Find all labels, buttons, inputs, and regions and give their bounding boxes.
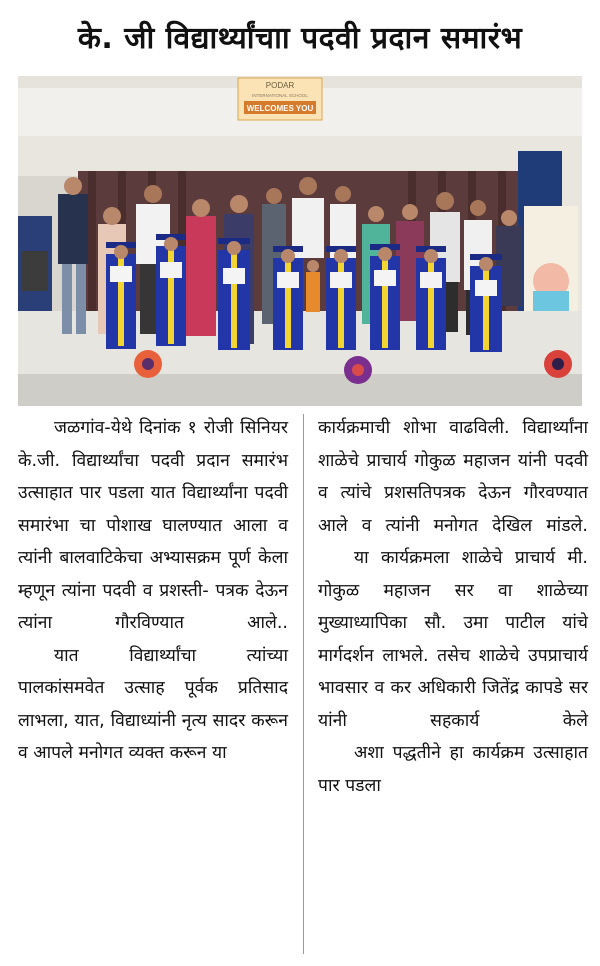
banner-welcome: WELCOMES YOU	[246, 104, 314, 113]
article-column-right	[318, 412, 588, 802]
article-column-left	[18, 412, 288, 770]
article-paragraph: कार्यक्रमाची शोभा वाढविली. विद्यार्थ्यांना शाळेचे प्राचार्य गोकुळ महाजन यांनी पदवी व त्यांचे प्रशसतिपत्रक देऊन गौरवण्यात आले व त्यांनी मनोगत देखिल मांडले.	[318, 418, 588, 536]
banner-brand: PODAR	[265, 81, 295, 90]
column-divider	[303, 414, 304, 954]
article-paragraph: या कार्यक्रमला शाळेचे प्राचार्य मी. गोकुळ महाजन सर वा शाळेच्या मुख्याध्यापिका सौ. उमा पाटील यांचे मार्गदर्शन लाभले. तसेच शाळेचे उपप्राचार्य भावसार व कर अधिकारी जितेंद्र कापडे सर यांनी सहकार्य केले	[318, 548, 588, 731]
event-photo	[18, 76, 582, 406]
headline: के. जी विद्यार्थ्यांचाा पदवी प्रदान समारंभ	[77, 20, 523, 56]
article-paragraph: जळगांव-येथे दिनांक १ रोजी सिनियर के.जी. विद्यार्थ्यांचा पदवी प्रदान समारंभ उत्साहात पार पडला यात विद्यार्थ्यांना पदवी समारंभा चा पोशाख घालण्यात आला व त्यांनी बालवाटिकेचा अभ्यासक्रम पूर्ण केला म्हणून त्यांना पदवी व प्रशस्ती- पत्रक देऊन त्यांना गौरविण्यात आले..	[18, 418, 288, 633]
article-paragraph: यात विद्यार्थ्यांचा त्यांच्या पालकांसमवेत उत्साह पूर्वक प्रतिसाद लाभला, यात, विद्याध्यांनी नृत्य सादर करून व आपले मनोगत व्यक्त करून या	[18, 645, 288, 763]
article-paragraph: अशा पद्धतीने हा कार्यक्रम उत्साहात पार पडला	[318, 743, 588, 796]
banner-subtitle: INTERNATIONAL SCHOOL	[252, 93, 308, 98]
